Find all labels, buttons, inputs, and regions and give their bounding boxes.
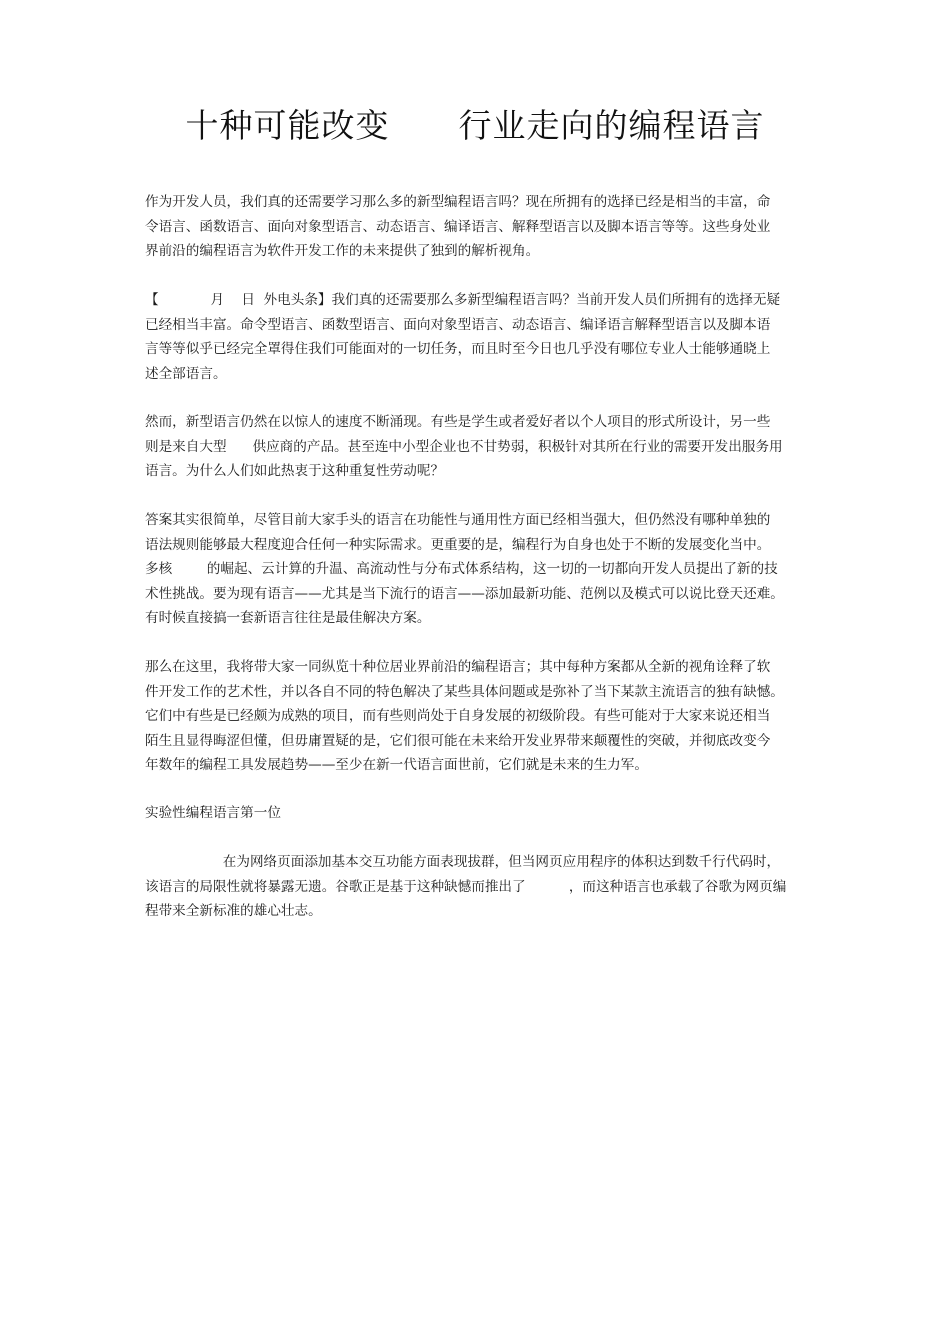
text-line: 语法规则能够最大程度迎合任何一种实际需求。更重要的是，编程行为自身也处于不断的发展变化当中。 — [145, 536, 771, 553]
section-heading — [145, 801, 281, 826]
document-title: 十种可能改变 行业走向的编程语言 — [185, 106, 765, 145]
text-line: 它们中有些是已经颇为成熟的项目，而有些则尚处于自身发展的初级阶段。有些可能对于大家来说还相当 — [145, 708, 771, 724]
text-line: 在为网络页面添加基本交互功能方面表现拔群，但当网页应用程序的体积达到数千行代码时， — [145, 854, 781, 870]
text-line: 述全部语言。 — [145, 365, 227, 382]
text-line: 答案其实很简单，尽管目前大家手头的语言在功能性与通用性方面已经相当强大，但仍然没有哪种单独的 — [145, 512, 771, 528]
text-line: 那么在这里，我将带大家一同纵览十种位居业界前沿的编程语言；其中每种方案都从全新的视角诠释了软 — [145, 659, 771, 675]
paragraph-first-language — [145, 850, 786, 924]
paragraph-answer — [145, 508, 784, 631]
text-line: 多核 的崛起、云计算的升温、高流动性与分布式体系结构，这一切的一切都向开发人员提出了新的技 — [145, 561, 778, 577]
text-line: 术性挑战。要为现有语言——尤其是当下流行的语言——添加最新功能、范例以及模式可以说比登天还难。 — [145, 585, 784, 602]
text-line: 已经相当丰富。命令型语言、函数型语言、面向对象型语言、动态语言、编译语言解释型语言以及脚本语 — [145, 316, 771, 333]
text-line: 陌生且显得晦涩但懂，但毋庸置疑的是，它们很可能在未来给开发业界带来颠覆性的突破，并彻底改变今 — [145, 732, 771, 749]
paragraph-overview — [145, 655, 784, 778]
paragraph-intro — [145, 190, 770, 264]
paragraph-headline — [145, 288, 780, 386]
paragraph-new-languages — [145, 410, 783, 484]
text-line: 该语言的局限性就将暴露无遗。谷歌正是基于这种缺憾而推出了 ，而这种语言也承载了谷歌为网页编 — [145, 878, 787, 895]
text-line: 令语言、函数语言、面向对象型语言、动态语言、编译语言、解释型语言以及脚本语言等等。这些身处业 — [145, 218, 771, 235]
text-line: 然而，新型语言仍然在以惊人的速度不断涌现。有些是学生或者爱好者以个人项目的形式所设计，另一些 — [145, 414, 771, 430]
text-line: 语言。为什么人们如此热衷于这种重复性劳动呢？ — [145, 463, 445, 479]
text-line: 实验性编程语言第一位 — [145, 805, 281, 821]
text-line: 则是来自大型 供应商的产品。甚至连中小型企业也不甘势弱，积极针对其所在行业的需要开发出服务用 — [145, 438, 783, 455]
text-line: 有时候直接搞一套新语言往往是最佳解决方案。 — [145, 610, 431, 626]
text-line: 年数年的编程工具发展趋势——至少在新一代语言面世前，它们就是未来的生力军。 — [145, 757, 648, 773]
text-line: 作为开发人员，我们真的还需要学习那么多的新型编程语言吗？现在所拥有的选择已经是相当的丰富，命 — [145, 194, 771, 210]
text-line: 件开发工作的艺术性，并以各自不同的特色解决了某些具体问题或是弥补了当下某款主流语言的独有缺憾。 — [145, 683, 784, 700]
text-line: 【 月 日 外电头条】我们真的还需要那么多新型编程语言吗？当前开发人员们所拥有的选择无疑 — [145, 292, 781, 308]
text-line: 程带来全新标准的雄心壮志。 — [145, 903, 322, 919]
text-line: 界前沿的编程语言为软件开发工作的未来提供了独到的解析视角。 — [145, 243, 540, 259]
text-line: 言等等似乎已经完全罩得住我们可能面对的一切任务，而且时至今日也几乎没有哪位专业人士能够通晓上 — [145, 341, 771, 357]
